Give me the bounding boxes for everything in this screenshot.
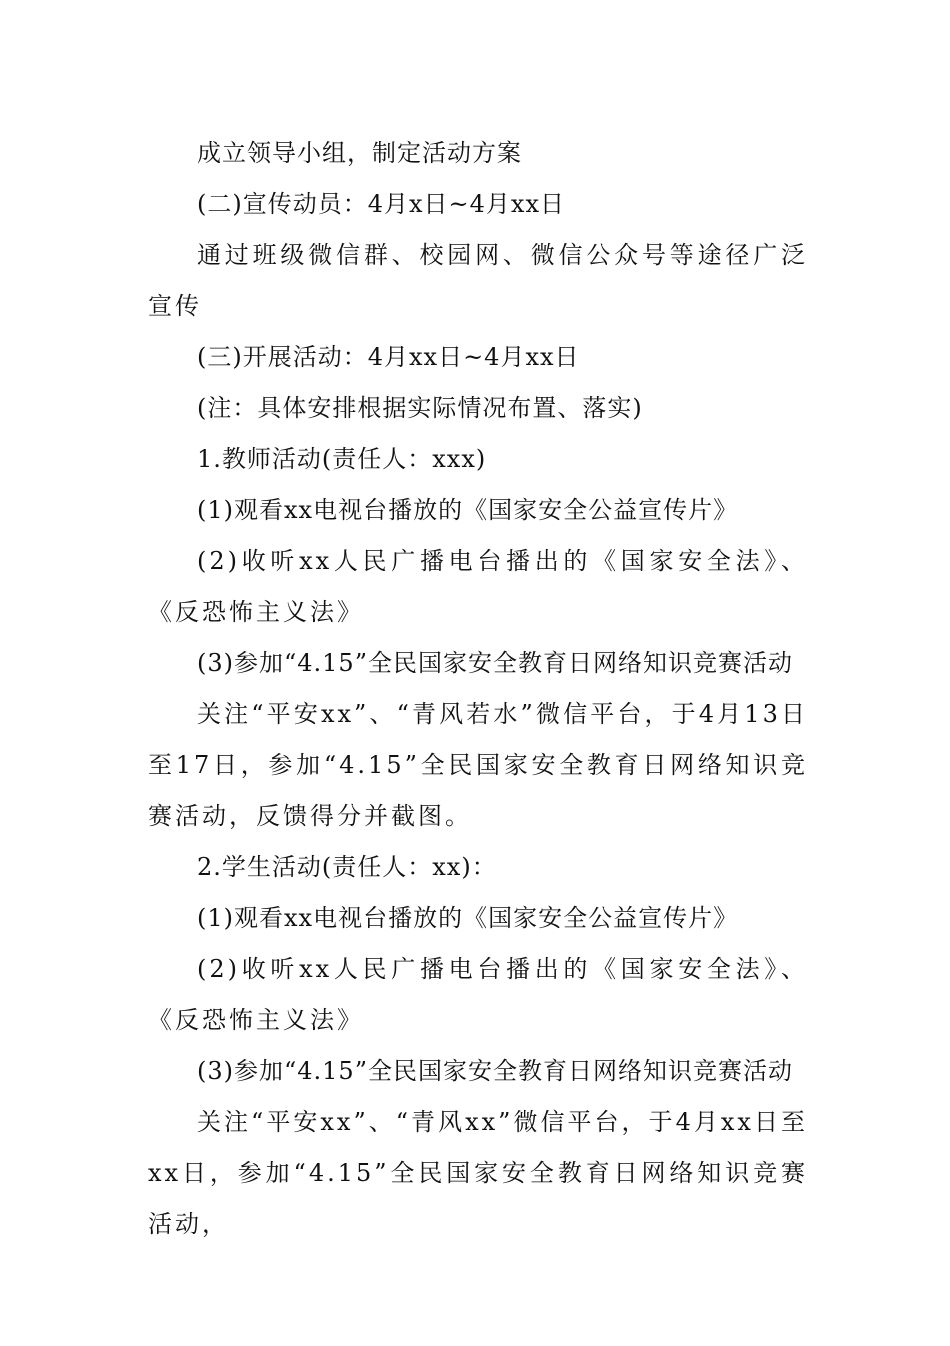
paragraph-teacher-contest: 关注“平安xx”、“青风若水”微信平台，于4月13日至17日，参加“4.15”全民国家安全教育日网络知识竞赛活动，反馈得分并截图。: [148, 700, 808, 830]
paragraph-section-three: (三)开展活动：4月xx日~4月xx日: [197, 343, 580, 371]
paragraph-teacher-item-1: (1)观看xx电视台播放的《国家安全公益宣传片》: [197, 496, 739, 524]
paragraph-note: (注：具体安排根据实际情况布置、落实): [197, 394, 643, 422]
paragraph-student-item-2: (2)收听xx人民广播电台播出的《国家安全法》、《反恐怖主义法》: [148, 955, 808, 1034]
paragraph-student-item-1: (1)观看xx电视台播放的《国家安全公益宣传片》: [197, 904, 739, 932]
paragraph-setup: 成立领导小组，制定活动方案: [197, 139, 522, 167]
paragraph-student-item-3: (3)参加“4.15”全民国家安全教育日网络知识竞赛活动: [197, 1057, 793, 1085]
paragraph-section-two: (二)宣传动员：4月x日~4月xx日: [197, 190, 565, 218]
paragraph-student-contest: 关注“平安xx”、“青风xx”微信平台，于4月xx日至xx日，参加“4.15”全民国家安全教育日网络知识竞赛活动，: [148, 1108, 808, 1238]
paragraph-student-activity: 2.学生活动(责任人：xx)：: [197, 853, 497, 881]
document-page: [148, 128, 808, 1250]
paragraph-teacher-item-3: (3)参加“4.15”全民国家安全教育日网络知识竞赛活动: [197, 649, 793, 677]
paragraph-teacher-item-2: (2)收听xx人民广播电台播出的《国家安全法》、《反恐怖主义法》: [148, 547, 808, 626]
paragraph-teacher-activity: 1.教师活动(责任人：xxx): [197, 445, 487, 473]
paragraph-publicity: 通过班级微信群、校园网、微信公众号等途径广泛宣传: [148, 241, 808, 320]
